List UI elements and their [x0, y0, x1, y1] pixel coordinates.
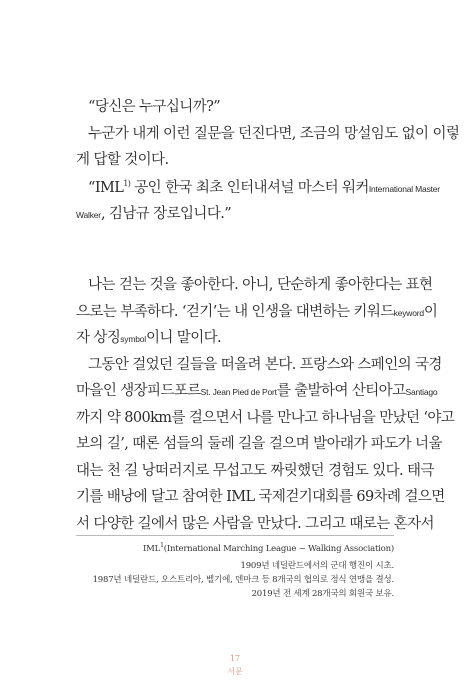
text: 1909년 네덜란드에서의 군대 행진이 시초.	[240, 561, 394, 571]
text: 이	[423, 304, 438, 320]
footnote-line	[240, 559, 394, 573]
paragraph-line	[76, 514, 434, 534]
text: 누군가 내게 이런 질문을 던진다면, 조금의 망설임도 없이 이렇	[88, 126, 460, 142]
paragraph-line	[76, 328, 394, 349]
text: 서 다양한 길에서 많은 사람을 만났다. 그리고 때로는 혼자서	[76, 516, 434, 532]
text: 기를 배낭에 달고 참여한 IML 국제걷기대회를 69차례 걸으면	[76, 489, 445, 505]
text: 대는 천 길 낭떠러지로 무섭고도 짜릿했던 경험도 있다. 태극	[76, 463, 434, 479]
text: 보의 길’, 때론 섬들의 둘레 길을 걸으며 발아래가 파도가 너울	[76, 436, 442, 452]
paragraph-line	[88, 124, 460, 144]
section-label: 서문	[227, 667, 243, 676]
paragraph-line	[88, 275, 433, 295]
gloss: International Master	[368, 184, 440, 194]
text: 게 답할 것이다.	[76, 152, 169, 168]
paragraph-line	[76, 150, 394, 170]
footnote-line	[143, 542, 394, 556]
paragraph-line	[76, 408, 455, 428]
quote-line	[88, 97, 394, 117]
paragraph-line	[76, 434, 442, 454]
footnote-line	[252, 587, 394, 601]
gloss: St. Jean Pied de Port	[200, 387, 277, 397]
footnote-marker: 1	[160, 542, 164, 550]
footnote-line	[93, 573, 394, 587]
text: 1987년 네덜란드, 오스트리아, 벨기에, 덴마크 등 8개국의 협의로 정식 연맹을 결성.	[92, 575, 394, 585]
text: 으로는 부족하다. ‘걷기’는 내 인생을 대변하는 키워드	[76, 304, 394, 320]
text: 를 출발하여 산티아고	[276, 383, 406, 399]
paragraph-line	[76, 487, 445, 507]
paragraph-line	[88, 355, 442, 375]
text: 그동안 걸었던 길들을 떠올려 본다. 프랑스와 스페인의 국경	[88, 357, 442, 373]
text: (International Marching League ~ Walking Association)	[163, 544, 394, 554]
gloss: Santiago	[405, 387, 438, 397]
text: 나는 걷는 것을 좋아한다. 아니, 단순하게 좋아한다는 표현	[88, 277, 433, 293]
page-number: 17	[229, 654, 241, 663]
text: “IML	[88, 180, 124, 196]
paragraph-line	[76, 461, 434, 481]
gloss: keyword	[393, 308, 424, 318]
paragraph-line	[76, 302, 438, 323]
text: 2019년 전 세계 28개국의 회원국 보유.	[251, 589, 394, 599]
text: 공인 한국 최초 인터내셔널 마스터 워커	[130, 180, 369, 196]
footnote-marker: 1)	[123, 179, 131, 189]
text: “당신은 누구십니까?”	[88, 99, 221, 115]
text: 이니 말이다.	[145, 330, 222, 346]
text: IML	[142, 544, 161, 554]
text: 까지 약 800km를 걸으면서 나를 만나고 하나님을 만났던 ‘야고	[76, 410, 455, 426]
text: , 김남규 장로입니다.”	[100, 206, 232, 222]
text: 자 상징	[76, 330, 121, 346]
paragraph-line	[76, 381, 438, 402]
text: 마을인 생장피드포르	[76, 383, 201, 399]
gloss: Walker	[76, 210, 101, 220]
gloss: symbol	[120, 334, 146, 344]
footnote-divider	[76, 535, 394, 536]
paragraph-line	[88, 178, 440, 199]
paragraph-line	[76, 204, 394, 225]
